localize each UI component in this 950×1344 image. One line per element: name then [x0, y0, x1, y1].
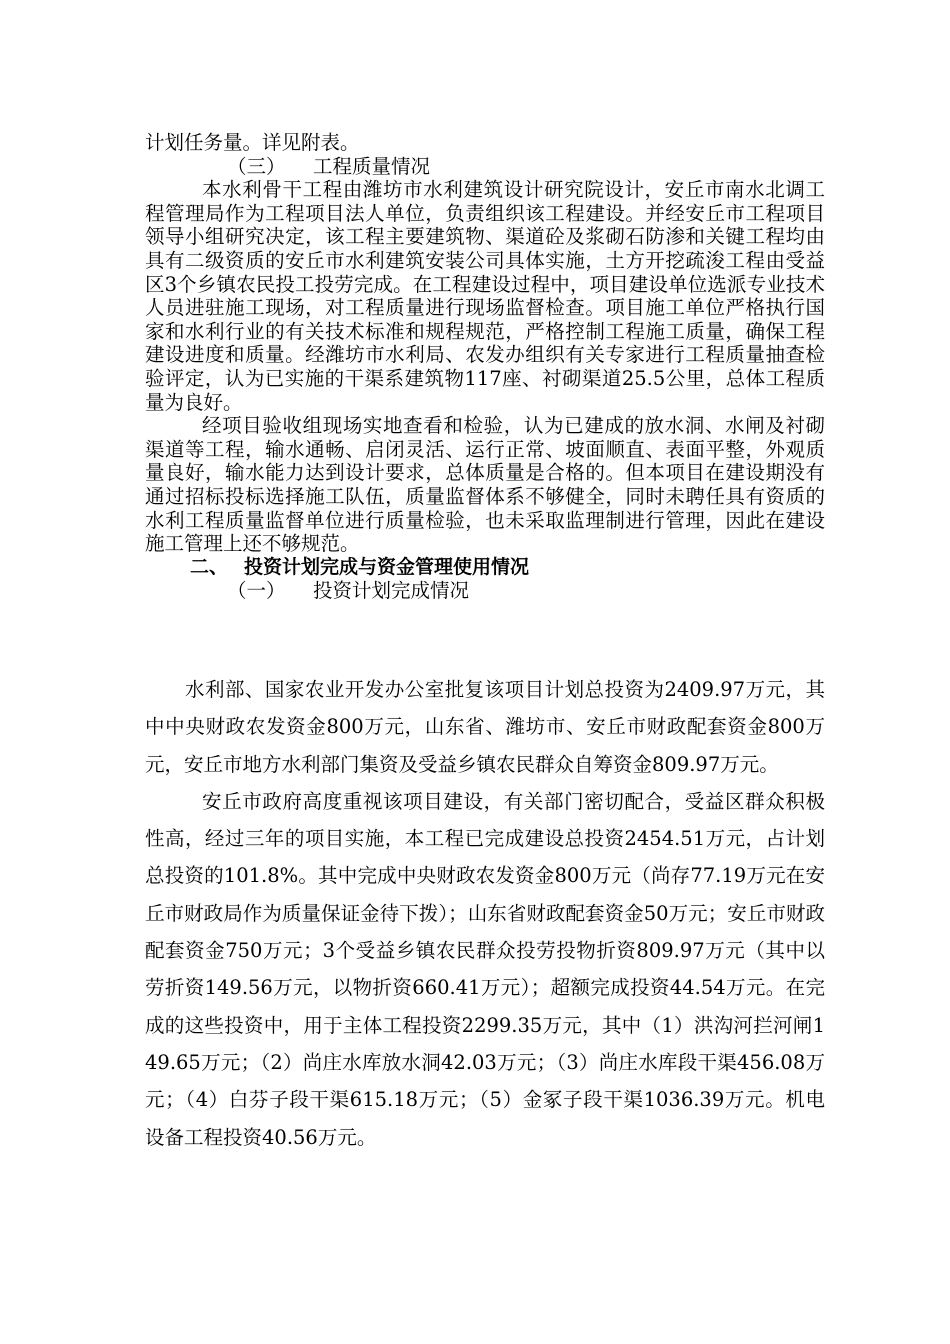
quality-paragraph-1: 本水利骨干工程由潍坊市水利建筑设计研究院设计，安丘市南水北调工程管理局作为工程项目法人单位，负责组织该工程建设。并经安丘市工程项目领导小组研究决定，该工程主要建筑物、渠道砼及浆砌石防渗和关键工程均由具有二级资质的安丘市水利建筑安装公司具体实施，土方开挖疏浚工程由受益区3个乡镇农民投工投劳完成。在工程建设过程中，项目建设单位选派专业技术人员进驻施工现场，对工程质量进行现场监督检查。项目施工单位严格执行国家和水利行业的有关技术标准和规程规范，严格控制工程施工质量，确保工程建设进度和质量。经潍坊市水利局、农发办组织有关专家进行工程质量抽查检验评定，认为已实施的干渠系建筑物117座、衬砌渠道25.5公里，总体工程质量为良好。	[145, 178, 825, 414]
investment-paragraph-1: 水利部、国家农业开发办公室批复该项目计划总投资为2409.97万元，其中中央财政农发资金800万元，山东省、潍坊市、安丘市财政配套资金800万元，安丘市地方水利部门集资及受益乡镇农民群众自筹资金809.97万元。	[145, 678, 825, 776]
quality-section	[145, 131, 825, 603]
section-heading-number: 二、	[190, 555, 229, 578]
lead-line: 计划任务量。详见附表。	[145, 131, 360, 154]
subheading-quality	[227, 155, 825, 179]
subheading-text: 工程质量情况	[313, 154, 431, 178]
quality-paragraph-2: 经项目验收组现场实地查看和检验，认为已建成的放水洞、水闸及衬砌渠道等工程，输水通畅、启闭灵活、运行正常、坡面顺直、表面平整，外观质量良好，输水能力达到设计要求，总体质量是合格的。但本项目在建设期没有通过招标投标选择施工队伍，质量监督体系不够健全，同时未聘任具有资质的水利工程质量监督单位进行质量检验，也未采取监理制进行管理，因此在建设施工管理上还不够规范。	[145, 414, 825, 556]
section-heading-text: 投资计划完成与资金管理使用情况	[244, 555, 530, 578]
subheading-number: （三）	[227, 154, 286, 178]
section-heading-investment	[190, 556, 825, 580]
investment-section	[145, 671, 825, 1156]
investment-paragraph-2: 安丘市政府高度重视该项目建设，有关部门密切配合，受益区群众积极性高，经过三年的项目实施，本工程已完成建设总投资2454.51万元，占计划总投资的101.8%。其中完成中央财政农发资金800万元（尚存77.19万元在安丘市财政局作为质量保证金待下拨）；山东省财政配套资金50万元；安丘市财政配套资金750万元；3个受益乡镇农民群众投劳投物折资809.97万元（其中以劳折资149.56万元，以物折资660.41万元）；超额完成投资44.54万元。在完成的这些投资中，用于主体工程投资2299.35万元，其中（1）洪沟河拦河闸149.65万元；（2）尚庄水库放水洞42.03万元；（3）尚庄水库段干渠456.08万元；（4）白芬子段干渠615.18万元；（5）金冢子段干渠1036.39万元。机电设备工程投资40.56万元。	[145, 789, 825, 1149]
subheading-text: 投资计划完成情况	[313, 579, 470, 603]
subheading-investment	[227, 579, 825, 603]
subheading-number: （一）	[227, 579, 286, 603]
